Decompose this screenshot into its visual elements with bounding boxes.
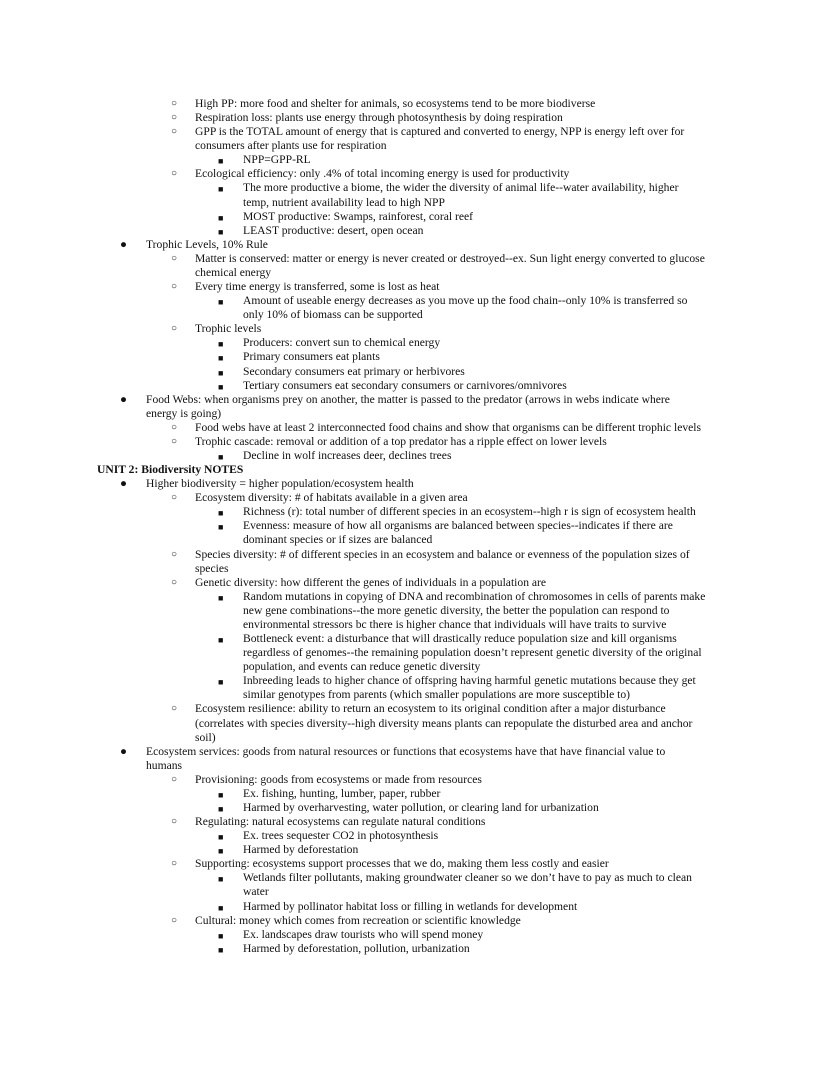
bullet-circle-icon: ○ [171, 168, 178, 180]
outline-line-level-2: Regulating: natural ecosystems can regulate natural conditions [195, 815, 486, 829]
outline-line-level-3: Tertiary consumers eat secondary consumers or carnivores/omnivores [243, 378, 567, 392]
outline-line-level-3: Harmed by deforestation [243, 843, 359, 857]
outline-line-level-3: Producers: convert sun to chemical energy [243, 336, 441, 350]
outline-line-level-2: Every time energy is transferred, some is lost as heat [195, 280, 440, 294]
outline-line-level-2: consumers after plants use for respiration [195, 139, 387, 153]
bullet-square-icon: ■ [218, 226, 224, 237]
outline-line-level-2: Cultural: money which comes from recreation or scientific knowledge [195, 913, 521, 927]
outline-line-level-3: temp, nutrient availability lead to high NPP [243, 195, 445, 209]
outline-line-level-2: Supporting: ecosystems support processes that we do, making them less costly and easier [195, 857, 609, 871]
bullet-square-icon: ■ [218, 367, 224, 378]
bullet-square-icon: ■ [218, 846, 224, 857]
outline-line-level-2: Matter is conserved: matter or energy is never created or destroyed--ex. Sun light energy converted to glucose [195, 251, 705, 265]
outline-line-level-2: Trophic levels [195, 322, 262, 336]
outline-line-level-3: Harmed by overharvesting, water pollution, or clearing land for urbanization [243, 801, 599, 814]
outline-line-level-3: water [243, 885, 269, 899]
outline-line-level-2: chemical energy [195, 265, 272, 279]
outline-line-level-2: Ecosystem diversity: # of habitats available in a given area [195, 491, 468, 505]
bullet-square-icon: ■ [218, 874, 224, 885]
bullet-square-icon: ■ [218, 944, 224, 955]
outline-line-level-3: Amount of useable energy decreases as you move up the food chain--only 10% is transferred so [243, 294, 688, 308]
outline-line-level-3: Richness (r): total number of different species in an ecosystem--high r is sign of ecosystem health [243, 505, 696, 519]
outline-line-level-3: dominant species or if sizes are balanced [243, 533, 433, 547]
outline-line-level-1: humans [146, 758, 183, 772]
bullet-disc-icon: ● [120, 392, 128, 406]
outline-line-level-3: Evenness: measure of how all organisms are balanced between species--indicates if there are [243, 519, 673, 533]
outline-line-level-3: Wetlands filter pollutants, making groundwater cleaner so we don’t have to pay as much to clean [243, 871, 692, 885]
outline-line-level-2: Trophic cascade: removal or addition of a top predator has a ripple effect on lower levels [195, 434, 607, 448]
bullet-square-icon: ■ [218, 832, 224, 843]
outline-line-level-2: (correlates with species diversity--high diversity means plants can repopulate the disturbed area and anchor [195, 716, 693, 730]
outline-line-level-3: Harmed by deforestation, pollution, urbanization [243, 941, 470, 955]
bullet-square-icon: ■ [218, 930, 224, 941]
bullet-square-icon: ■ [218, 212, 224, 223]
bullet-square-icon: ■ [218, 677, 224, 688]
bullet-square-icon: ■ [218, 902, 224, 913]
bullet-circle-icon: ○ [171, 816, 178, 828]
bullet-square-icon: ■ [218, 635, 224, 646]
bullet-disc-icon: ● [120, 477, 128, 491]
outline-line-level-2: Ecological efficiency: only .4% of total incoming energy is used for productivity [195, 167, 570, 181]
outline-line-level-3: only 10% of biomass can be supported [243, 308, 423, 322]
outline-line-level-3: Primary consumers eat plants [243, 350, 380, 364]
outline-line-level-3: The more productive a biome, the wider the diversity of animal life--water availability, higher [243, 181, 679, 195]
outline-line-level-2: soil) [195, 730, 216, 744]
outline-line-level-3: Inbreeding leads to higher chance of offspring having harmful genetic mutations because they get [243, 674, 696, 688]
outline-line-level-3: environmental stressors bc there is higher chance that individuals will have traits to survive [243, 617, 667, 631]
outline-line-level-2: GPP is the TOTAL amount of energy that is captured and converted to energy, NPP is energy left over for [195, 125, 685, 139]
bullet-circle-icon: ○ [171, 98, 178, 109]
bullet-square-icon: ■ [218, 452, 224, 462]
outline-line-level-3: MOST productive: Swamps, rainforest, coral reef [243, 209, 473, 223]
bullet-circle-icon: ○ [171, 435, 178, 447]
outline-line-level-2: Species diversity: # of different species in an ecosystem and balance or evenness of the population sizes of [195, 547, 690, 561]
bullet-circle-icon: ○ [171, 548, 178, 560]
bullet-square-icon: ■ [218, 156, 224, 167]
outline-line-level-2: Ecosystem resilience: ability to return an ecosystem to its original condition after a major disturbance [195, 702, 666, 716]
outline-line-level-3: Decline in wolf increases deer, declines trees [243, 449, 452, 462]
bullet-circle-icon: ○ [171, 281, 178, 293]
bullet-circle-icon: ○ [171, 252, 178, 264]
bullet-circle-icon: ○ [171, 421, 178, 433]
bullet-square-icon: ■ [218, 592, 224, 603]
outline-line-level-3: Random mutations in copying of DNA and recombination of chromosomes in cells of parents make [243, 589, 706, 603]
bullet-circle-icon: ○ [171, 703, 178, 715]
outline-line-level-2: Food webs have at least 2 interconnected food chains and show that organisms can be different trophic levels [195, 420, 702, 434]
outline-line-level-3: LEAST productive: desert, open ocean [243, 223, 424, 237]
outline-line-level-1: Food Webs: when organisms prey on another, the matter is passed to the predator (arrows in webs indicate where [146, 392, 670, 406]
bullet-square-icon: ■ [218, 522, 224, 533]
bullet-circle-icon: ○ [171, 492, 178, 504]
outline-line-level-3: regardless of genomes--the remaining population doesn’t represent genetic diversity of the original [243, 646, 702, 660]
outline-line-level-3: Ex. fishing, hunting, lumber, paper, rubber [243, 786, 441, 800]
outline-line-level-2: Provisioning: goods from ecosystems or made from resources [195, 772, 482, 786]
bullet-square-icon: ■ [218, 789, 224, 800]
outline-line-level-3: Bottleneck event: a disturbance that will drastically reduce population size and kill organisms [243, 632, 677, 646]
bullet-circle-icon: ○ [171, 112, 178, 124]
outline-line-level-3: NPP=GPP-RL [243, 153, 311, 167]
outline-line-level-1: Higher biodiversity = higher population/ecosystem health [146, 477, 414, 491]
outline-line-level-3: Harmed by pollinator habitat loss or filling in wetlands for development [243, 899, 578, 913]
bullet-circle-icon: ○ [171, 773, 178, 785]
bullet-circle-icon: ○ [171, 576, 178, 588]
bullet-square-icon: ■ [218, 353, 224, 364]
bullet-square-icon: ■ [218, 339, 224, 350]
outline-line-level-2: species [195, 561, 229, 575]
outline-line-level-3: population, and events can reduce genetic diversity [243, 660, 481, 674]
bullet-square-icon: ■ [218, 184, 224, 195]
outline-line-level-2: Genetic diversity: how different the genes of individuals in a population are [195, 575, 547, 589]
bullet-circle-icon: ○ [171, 914, 178, 926]
bullet-square-icon: ■ [218, 381, 224, 392]
outline-line-level-2: Respiration loss: plants use energy through photosynthesis by doing respiration [195, 111, 563, 125]
bullet-circle-icon: ○ [171, 323, 178, 335]
bullet-square-icon: ■ [218, 508, 224, 519]
bullet-circle-icon: ○ [171, 858, 178, 870]
outline-line-level-1: energy is going) [146, 406, 222, 420]
outline-line-level-3: Ex. landscapes draw tourists who will spend money [243, 927, 484, 941]
unit2-heading: UNIT 2: Biodiversity NOTES [97, 463, 244, 477]
bullet-circle-icon: ○ [171, 126, 178, 138]
outline-line-level-3: Ex. trees sequester CO2 in photosynthesis [243, 829, 439, 843]
bullet-disc-icon: ● [120, 744, 128, 758]
bullet-square-icon: ■ [218, 297, 224, 308]
outline-line-level-2: High PP: more food and shelter for animals, so ecosystems tend to be more biodiverse [195, 97, 596, 110]
outline-line-level-1: Trophic Levels, 10% Rule [146, 237, 268, 251]
bullet-disc-icon: ● [120, 237, 128, 251]
outline-line-level-1: Ecosystem services: goods from natural resources or functions that ecosystems have that have financial value to [146, 744, 666, 758]
outline-line-level-3: Secondary consumers eat primary or herbivores [243, 364, 465, 378]
outline-line-level-3: similar genotypes from parents (which smaller populations are more susceptible to) [243, 688, 630, 702]
outline-line-level-3: new gene combinations--the more genetic diversity, the better the population can respond to [243, 603, 670, 617]
bullet-square-icon: ■ [218, 804, 224, 814]
